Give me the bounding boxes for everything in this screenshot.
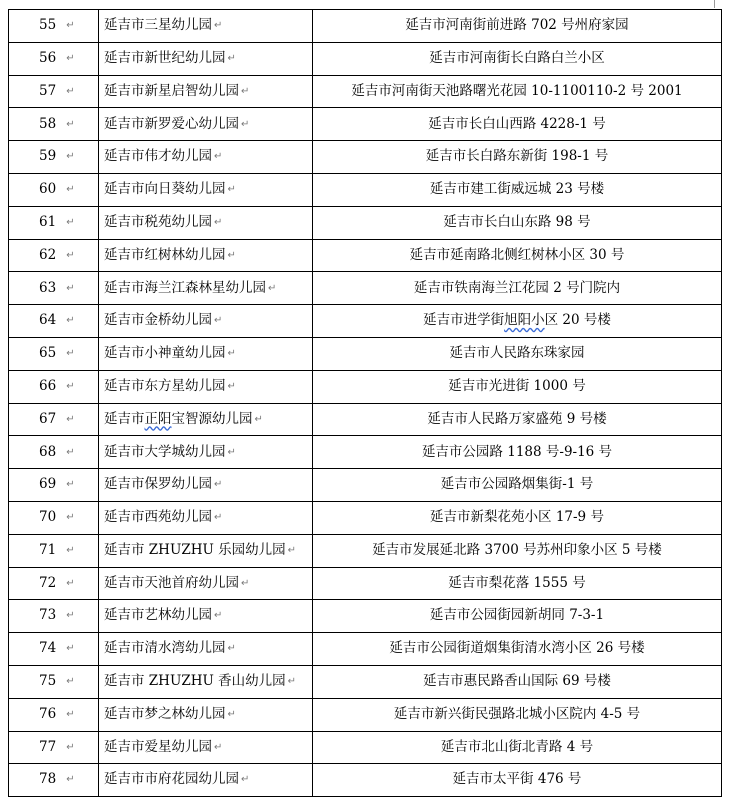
- paragraph-mark-icon: ↵: [254, 413, 263, 425]
- kindergarten-name-cell[interactable]: [99, 108, 313, 141]
- row-number-cell[interactable]: [9, 42, 99, 75]
- row-number: 78: [39, 771, 57, 788]
- row-number: 71: [39, 541, 57, 558]
- address-cell[interactable]: [313, 108, 722, 141]
- kindergarten-name: 延吉市保罗幼儿园: [104, 476, 212, 493]
- kindergarten-name-cell[interactable]: [99, 272, 313, 305]
- row-number-cell[interactable]: [9, 764, 99, 797]
- address-cell[interactable]: [313, 75, 722, 108]
- paragraph-mark-icon: ↵: [227, 52, 236, 64]
- paragraph-mark-icon: ↵: [66, 249, 75, 261]
- kindergarten-address: 延吉市发展延北路 3700 号苏州印象小区 5 号楼: [372, 541, 662, 558]
- table-row: [9, 370, 722, 403]
- kindergarten-address: 延吉市公园路烟集街-1 号: [440, 476, 594, 493]
- row-number-cell[interactable]: [9, 141, 99, 174]
- paragraph-mark-icon: ↵: [66, 708, 75, 720]
- paragraph-mark-icon: ↵: [66, 610, 75, 622]
- kindergarten-address: 延吉市新梨花苑小区 17-9 号: [430, 509, 604, 526]
- row-number-cell[interactable]: [9, 436, 99, 469]
- paragraph-mark-icon: ↵: [66, 52, 75, 64]
- paragraph-mark-icon: ↵: [214, 216, 223, 228]
- table-row: [9, 501, 722, 534]
- paragraph-mark-icon: ↵: [227, 348, 236, 360]
- row-number: 76: [39, 705, 57, 722]
- row-number: 55: [39, 17, 57, 34]
- row-number: 67: [39, 410, 57, 427]
- paragraph-mark-icon: ↵: [66, 676, 75, 688]
- row-number-cell[interactable]: [9, 698, 99, 731]
- address-cell[interactable]: [313, 600, 722, 633]
- address-cell[interactable]: [313, 239, 722, 272]
- row-number: 65: [39, 345, 57, 362]
- kindergarten-name-cell[interactable]: [99, 75, 313, 108]
- kindergarten-address: 延吉市公园路 1188 号-9-16 号: [421, 443, 613, 460]
- table-row: [9, 403, 722, 436]
- paragraph-mark-icon: ↵: [287, 544, 297, 556]
- kindergarten-name: 延吉市金桥幼儿园: [104, 312, 212, 329]
- kindergarten-name-cell[interactable]: [99, 436, 313, 469]
- kindergarten-name: 延吉市艺林幼儿园: [104, 607, 212, 624]
- address-cell[interactable]: [313, 633, 722, 666]
- kindergarten-name: 延吉市海兰江森林星幼儿园: [104, 279, 266, 296]
- paragraph-mark-icon: ↵: [66, 118, 75, 130]
- kindergarten-name: 延吉市新罗爱心幼儿园: [104, 115, 239, 132]
- kindergarten-name: 延吉市梦之林幼儿园: [104, 705, 226, 722]
- kindergarten-name: 延吉市伟才幼儿园: [104, 148, 212, 165]
- kindergarten-name: 延吉市新星启智幼儿园: [104, 82, 239, 99]
- kindergarten-name-cell[interactable]: [99, 141, 313, 174]
- table-body: [9, 10, 722, 797]
- paragraph-mark-icon: ↵: [227, 249, 236, 261]
- row-number-cell[interactable]: [9, 567, 99, 600]
- address-cell[interactable]: [313, 42, 722, 75]
- kindergarten-name: 延吉市向日葵幼儿园: [104, 181, 226, 198]
- paragraph-mark-icon: ↵: [241, 577, 250, 589]
- row-number: 59: [39, 148, 57, 165]
- paragraph-mark-icon: ↵: [66, 512, 75, 524]
- address-cell[interactable]: [313, 436, 722, 469]
- paragraph-mark-icon: ↵: [66, 479, 75, 491]
- paragraph-mark-icon: ↵: [214, 20, 223, 32]
- kindergarten-name-cell[interactable]: [99, 239, 313, 272]
- row-number: 72: [39, 574, 57, 591]
- address-cell[interactable]: [313, 534, 722, 567]
- paragraph-mark-icon: ↵: [66, 315, 75, 327]
- row-number: 73: [39, 607, 57, 624]
- row-number-cell[interactable]: [9, 469, 99, 502]
- table-row: [9, 305, 722, 338]
- kindergarten-name: 延吉市税苑幼儿园: [104, 213, 212, 230]
- kindergarten-address: 延吉市公园街园新胡同 7-3-1: [429, 607, 605, 624]
- kindergarten-address: 延吉市梨花落 1555 号: [448, 574, 586, 591]
- row-number-cell[interactable]: [9, 10, 99, 43]
- paragraph-mark-icon: ↵: [287, 676, 297, 688]
- kindergarten-name: 延吉市正阳宝智源幼儿园: [104, 410, 253, 427]
- kindergarten-name: 延吉市西苑幼儿园: [104, 509, 212, 526]
- table-row: [9, 567, 722, 600]
- address-cell[interactable]: [313, 272, 722, 305]
- address-cell[interactable]: [313, 403, 722, 436]
- row-number-cell[interactable]: [9, 173, 99, 206]
- kindergarten-name-cell[interactable]: [99, 370, 313, 403]
- address-cell[interactable]: [313, 141, 722, 174]
- row-number: 70: [39, 509, 57, 526]
- kindergarten-address: 延吉市河南街长白路白兰小区: [429, 49, 605, 66]
- table-row: [9, 600, 722, 633]
- kindergarten-name-cell[interactable]: [99, 731, 313, 764]
- kindergarten-address: 延吉市建工街威远城 23 号楼: [429, 181, 605, 198]
- paragraph-mark-icon: ↵: [66, 544, 75, 556]
- paragraph-mark-icon: ↵: [66, 184, 75, 196]
- row-number-cell[interactable]: [9, 370, 99, 403]
- row-number: 56: [39, 49, 57, 66]
- paragraph-mark-icon: ↵: [227, 643, 236, 655]
- kindergarten-name: 延吉市市府花园幼儿园: [104, 771, 239, 788]
- row-number: 58: [39, 115, 57, 132]
- table-row: [9, 206, 722, 239]
- table-row: [9, 108, 722, 141]
- table-row: [9, 42, 722, 75]
- paragraph-mark-icon: ↵: [214, 479, 223, 491]
- row-number: 61: [39, 213, 57, 230]
- kindergarten-address: 延吉市进学街旭阳小区 20 号楼: [423, 312, 611, 329]
- row-number: 60: [39, 181, 57, 198]
- kindergarten-name: 延吉市东方星幼儿园: [104, 377, 226, 394]
- address-cell[interactable]: [313, 764, 722, 797]
- paragraph-mark-icon: ↵: [214, 151, 223, 163]
- row-number: 66: [39, 377, 57, 394]
- kindergarten-name: 延吉市三星幼儿园: [104, 17, 212, 34]
- address-cell[interactable]: [313, 731, 722, 764]
- paragraph-mark-icon: ↵: [227, 708, 236, 720]
- paragraph-mark-icon: ↵: [241, 118, 250, 130]
- table-row: [9, 10, 722, 43]
- kindergarten-address: 延吉市惠民路香山国际 69 号楼: [423, 673, 611, 690]
- kindergarten-name-cell[interactable]: [99, 42, 313, 75]
- row-number-cell[interactable]: [9, 108, 99, 141]
- paragraph-mark-icon: ↵: [66, 85, 75, 97]
- kindergarten-name-cell[interactable]: [99, 173, 313, 206]
- kindergarten-name: 延吉市红树林幼儿园: [104, 246, 226, 263]
- row-number-cell[interactable]: [9, 665, 99, 698]
- address-cell[interactable]: [313, 665, 722, 698]
- kindergarten-name-cell[interactable]: [99, 10, 313, 43]
- table-row: [9, 436, 722, 469]
- paragraph-mark-icon: ↵: [66, 216, 75, 228]
- paragraph-mark-icon: ↵: [66, 20, 75, 32]
- kindergarten-name: 延吉市新世纪幼儿园: [104, 49, 226, 66]
- row-number-cell[interactable]: [9, 731, 99, 764]
- kindergarten-name: 延吉市清水湾幼儿园: [104, 640, 226, 657]
- address-cell[interactable]: [313, 305, 722, 338]
- paragraph-mark-icon: ↵: [241, 774, 250, 786]
- address-cell[interactable]: [313, 337, 722, 370]
- row-number-cell[interactable]: [9, 501, 99, 534]
- kindergarten-name-cell[interactable]: [99, 403, 313, 436]
- kindergarten-address: 延吉市新兴街民强路北城小区院内 4-5 号: [393, 705, 641, 722]
- address-cell[interactable]: [313, 469, 722, 502]
- kindergarten-name-cell[interactable]: [99, 206, 313, 239]
- table-row: [9, 239, 722, 272]
- kindergarten-name-cell[interactable]: [99, 534, 313, 567]
- row-number: 74: [39, 640, 57, 657]
- paragraph-mark-icon: ↵: [66, 151, 75, 163]
- kindergarten-name-cell[interactable]: [99, 665, 313, 698]
- table-row: [9, 633, 722, 666]
- paragraph-mark-icon: ↵: [214, 512, 223, 524]
- row-number: 57: [39, 82, 57, 99]
- kindergarten-address: 延吉市北山街北青路 4 号: [440, 738, 594, 755]
- row-number-cell[interactable]: [9, 305, 99, 338]
- row-number-cell[interactable]: [9, 403, 99, 436]
- kindergarten-address: 延吉市长白山东路 98 号: [443, 213, 591, 230]
- table-row: [9, 534, 722, 567]
- kindergarten-name-cell[interactable]: [99, 305, 313, 338]
- paragraph-mark-icon: ↵: [227, 380, 236, 392]
- row-number-cell[interactable]: [9, 633, 99, 666]
- table-row: [9, 731, 722, 764]
- table-row: [9, 665, 722, 698]
- paragraph-mark-icon: ↵: [66, 577, 75, 589]
- paragraph-mark-icon: ↵: [66, 380, 75, 392]
- table-row: [9, 764, 722, 797]
- kindergarten-address: 延吉市长白路东新街 198-1 号: [425, 148, 609, 165]
- row-number: 62: [39, 246, 57, 263]
- address-cell[interactable]: [313, 567, 722, 600]
- address-cell[interactable]: [313, 206, 722, 239]
- paragraph-mark-icon: ↵: [66, 348, 75, 360]
- address-cell[interactable]: [313, 370, 722, 403]
- paragraph-mark-icon: ↵: [66, 741, 75, 753]
- row-number-cell[interactable]: [9, 272, 99, 305]
- table-row: [9, 272, 722, 305]
- paragraph-mark-icon: ↵: [66, 413, 75, 425]
- page-corner-mark: [714, 0, 732, 8]
- kindergarten-name: 延吉市爱星幼儿园: [104, 738, 212, 755]
- paragraph-mark-icon: ↵: [214, 610, 223, 622]
- row-number-cell[interactable]: [9, 239, 99, 272]
- row-number: 77: [39, 738, 57, 755]
- paragraph-mark-icon: ↵: [227, 184, 236, 196]
- kindergarten-address: 延吉市人民路万家盛苑 9 号楼: [427, 410, 607, 427]
- paragraph-mark-icon: ↵: [214, 741, 223, 753]
- address-cell[interactable]: [313, 698, 722, 731]
- row-number-cell[interactable]: [9, 534, 99, 567]
- kindergarten-address: 延吉市河南街前进路 702 号州府家园: [405, 17, 629, 34]
- kindergarten-address: 延吉市人民路东珠家园: [449, 345, 585, 362]
- kindergarten-name-cell[interactable]: [99, 600, 313, 633]
- paragraph-mark-icon: ↵: [241, 85, 250, 97]
- kindergarten-name-cell[interactable]: [99, 567, 313, 600]
- address-cell[interactable]: [313, 173, 722, 206]
- address-cell[interactable]: [313, 10, 722, 43]
- kindergarten-name-cell[interactable]: [99, 633, 313, 666]
- kindergarten-address: 延吉市公园街道烟集街清水湾小区 26 号楼: [389, 640, 645, 657]
- kindergarten-name-cell[interactable]: [99, 469, 313, 502]
- paragraph-mark-icon: ↵: [66, 446, 75, 458]
- paragraph-mark-icon: ↵: [268, 282, 277, 294]
- paragraph-mark-icon: ↵: [66, 282, 75, 294]
- kindergarten-address: 延吉市长白山西路 4228-1 号: [428, 115, 606, 132]
- kindergarten-address: 延吉市铁南海兰江花园 2 号门院内: [413, 279, 621, 296]
- row-number: 68: [39, 443, 57, 460]
- table-row: [9, 75, 722, 108]
- row-number-cell[interactable]: [9, 75, 99, 108]
- kindergarten-name: 延吉市天池首府幼儿园: [104, 574, 239, 591]
- paragraph-mark-icon: ↵: [66, 643, 75, 655]
- kindergarten-name-cell[interactable]: [99, 501, 313, 534]
- paragraph-mark-icon: ↵: [227, 446, 236, 458]
- kindergarten-name: 延吉市 ZHUZHU 香山幼儿园: [104, 673, 286, 690]
- row-number-cell[interactable]: [9, 600, 99, 633]
- table-row: [9, 337, 722, 370]
- kindergarten-name-cell[interactable]: [99, 698, 313, 731]
- paragraph-mark-icon: ↵: [66, 774, 75, 786]
- kindergarten-name-cell[interactable]: [99, 337, 313, 370]
- row-number-cell[interactable]: [9, 337, 99, 370]
- kindergarten-name-cell[interactable]: [99, 764, 313, 797]
- row-number: 63: [39, 279, 57, 296]
- table-row: [9, 141, 722, 174]
- kindergarten-address: 延吉市河南街天池路曙光花园 10-1100110-2 号 2001: [351, 82, 683, 99]
- row-number-cell[interactable]: [9, 206, 99, 239]
- kindergarten-name: 延吉市小神童幼儿园: [104, 345, 226, 362]
- paragraph-mark-icon: ↵: [214, 315, 223, 327]
- row-number: 64: [39, 312, 57, 329]
- table-row: [9, 173, 722, 206]
- address-cell[interactable]: [313, 501, 722, 534]
- kindergarten-address: 延吉市太平街 476 号: [452, 771, 582, 788]
- kindergarten-name: 延吉市大学城幼儿园: [104, 443, 226, 460]
- table-row: [9, 469, 722, 502]
- kindergarten-name: 延吉市 ZHUZHU 乐园幼儿园: [104, 541, 286, 558]
- kindergarten-table: [8, 9, 722, 797]
- row-number: 75: [39, 673, 57, 690]
- row-number: 69: [39, 476, 57, 493]
- kindergarten-address: 延吉市延南路北侧红树林小区 30 号: [409, 246, 625, 263]
- kindergarten-address: 延吉市光进街 1000 号: [448, 377, 586, 394]
- table-row: [9, 698, 722, 731]
